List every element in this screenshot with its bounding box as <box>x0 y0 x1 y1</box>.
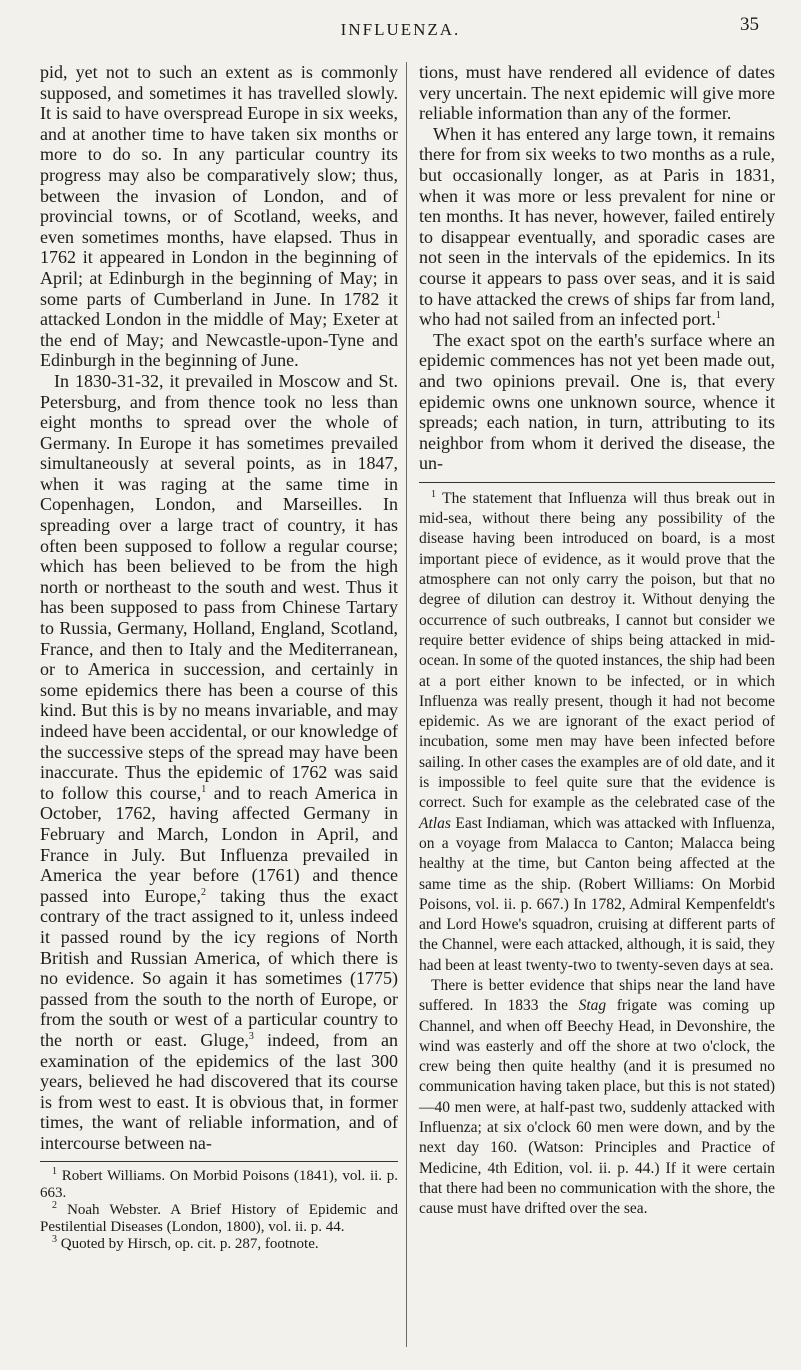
right-column <box>419 62 775 1220</box>
running-title: INFLUENZA. <box>340 20 461 39</box>
paragraph: In 1830-31-32, it prevailed in Moscow and St. Petersburg, and from thence took no less than eight months to spread over the whole of Germany. In Europe it has sometimes prevailed simultaneously at several points, as in 1847, when it was raging at the same time in Copenhagen, London, and Marseilles. In spreading over a large tract of country, it has often been supposed to follow a regular course; which has been believed to be from the high north or northeast to the south and west. Thus it has been supposed to pass from Chinese Tartary to Russia, Germany, Holland, England, Scotland, France, and then to Italy and the Mediterranean, or to America in succession, and certainly in some epidemics there has been a course of this kind. But this is by no means invariable, and may indeed have been accidental, or our knowledge of the successive steps of the spread may have been inaccurate. Thus the epidemic of 1762 was said to follow this course,$^1$ and to reach America in October, 1762, having affected Germany in February and March, London in April, and France in July. But Influenza prevailed in America the year before (1761) and thence passed into Europe,$^2$ taking thus the exact contrary of the tract assigned to it, unless indeed it passed round by the icy regions of North British and Russian America, of which there is no evidence. So again it has sometimes (1775) passed from the south to the north of Europe, or from the south or west of a particular country to the north or east. Gluge,$^3$ indeed, from an examination of the epidemics of the last 300 years, believed he had discovered that its course is from west to east. It is obvious that, in former times, the want of reliable information, and of intercourse between na- <box>40 370 398 1153</box>
paragraph: tions, must have rendered all evidence of dates very uncertain. The next epidemic will give more reliable information than any of the former. <box>419 62 775 124</box>
ship-name: Stag <box>578 997 607 1015</box>
left-footnotes <box>40 1168 398 1253</box>
footnote: $^1$ The statement that Influenza will thus break out in mid-sea, without there being any possibility of the disease having been introduced on board, is a most important piece of evidence, as it would prove that the atmosphere can not only carry the poison, but that no degree of dilution can destroy it. Without denying the occurrence of such outbreaks, I cannot but consider we require better evidence of ships being attacked in mid-ocean. In some of the quoted instances, the ship had been at a port either known to be infected, or in which Influenza was really present, though it had not become epidemic. As we are ignorant of the exact period of incubation, some men may have been infected before sailing. In other cases the examples are of old date, and it is impossible to feel quite sure that the evidence is correct. Such for example as the celebrated case of the Atlas East Indiaman, which was attacked with Influenza, on a voyage from Malacca to Canton; Malacca being healthy at the time, but Canton being affected at the same time as the ship. (Robert Williams: On Morbid Poisons, vol. ii. p. 667.) In 1782, Admiral Kempenfeldt's and Lord Howe's squadron, cruising at different parts of the Channel, were each attacked, although, it is said, they had been at least twenty-two to twenty-seven days at sea. <box>419 488 775 974</box>
left-body-text <box>40 62 398 1153</box>
column-divider <box>406 62 407 1347</box>
paragraph: When it has entered any large town, it remains there for from six weeks to two months as a rule, but occasionally longer, as at Paris in 1831, when it was more or less prevalent for nine or ten months. It has never, however, failed entirely to disappear eventually, and sporadic cases are not seen in the intervals of the epidemics. In its course it appears to pass over seas, and it is said to have attacked the crews of ships far from land, who had not sailed from an infected port.$^1$ <box>419 123 775 330</box>
footnote-ref: 1 <box>201 783 207 795</box>
footnote-ref: 3 <box>248 1030 254 1042</box>
footnote-rule <box>419 482 775 483</box>
left-column <box>40 62 398 1253</box>
right-footnotes <box>419 489 775 1220</box>
paragraph: The exact spot on the earth's surface where an epidemic commences has not yet been made out, and two opinions prevail. One is, that every epidemic owns one unknown source, whence it spreads; each nation, in turn, attributing to its neighbor from whom it derived the disease, the un- <box>419 329 775 474</box>
footnote-ref: 1 <box>715 310 721 322</box>
footnote-ref: 2 <box>201 886 206 898</box>
footnote: $^3$ Quoted by Hirsch, op. cit. p. 287, footnote. <box>52 1234 319 1253</box>
right-body-text <box>419 62 775 474</box>
footnote-continuation: There is better evidence that ships near the land have suffered. In 1833 the Stag frigate was coming up Channel, and when off Beechy Head, in Devonshire, the wind was easterly and off the shore at two o'clock, the crew being then quite healthy (and it is presumed no communication having taken place, but this is not stated)—40 men were, at half-past two, suddenly attacked with Influenza; at six o'clock 60 men were down, and by the next day 160. (Watson: Principles and Practice of Medicine, 4th Edition, vol. ii. p. 44.) If it were certain that there had been no communication with the shore, the cause must have drifted over the sea. <box>419 977 776 1218</box>
ship-name: Atlas <box>419 814 451 832</box>
footnote: $^2$ Noah Webster. A Brief History of Epidemic and Pestilential Diseases (London, 1800), vol. ii. p. 44. <box>40 1200 399 1236</box>
paragraph: pid, yet not to such an extent as is commonly supposed, and sometimes it has travelled slowly. It is said to have overspread Europe in six weeks, and at another time to have taken six months or more to do so. In any particular country its progress may also be comparatively slow; thus, between the invasion of London, and of provincial towns, or of Scotland, weeks, and even sometimes months, have elapsed. Thus in 1762 it appeared in London in the beginning of April; at Edinburgh in the beginning of May; in some parts of Cumberland in June. In 1782 it attacked London in the middle of May; Exeter at the end of May; and Newcastle-upon-Tyne and Edinburgh in the beginning of June. <box>40 62 398 371</box>
page-number: 35 <box>740 14 759 35</box>
footnote: $^1$ Robert Williams. On Morbid Poisons (1841), vol. ii. p. 663. <box>40 1166 398 1202</box>
footnote-rule <box>40 1161 398 1162</box>
